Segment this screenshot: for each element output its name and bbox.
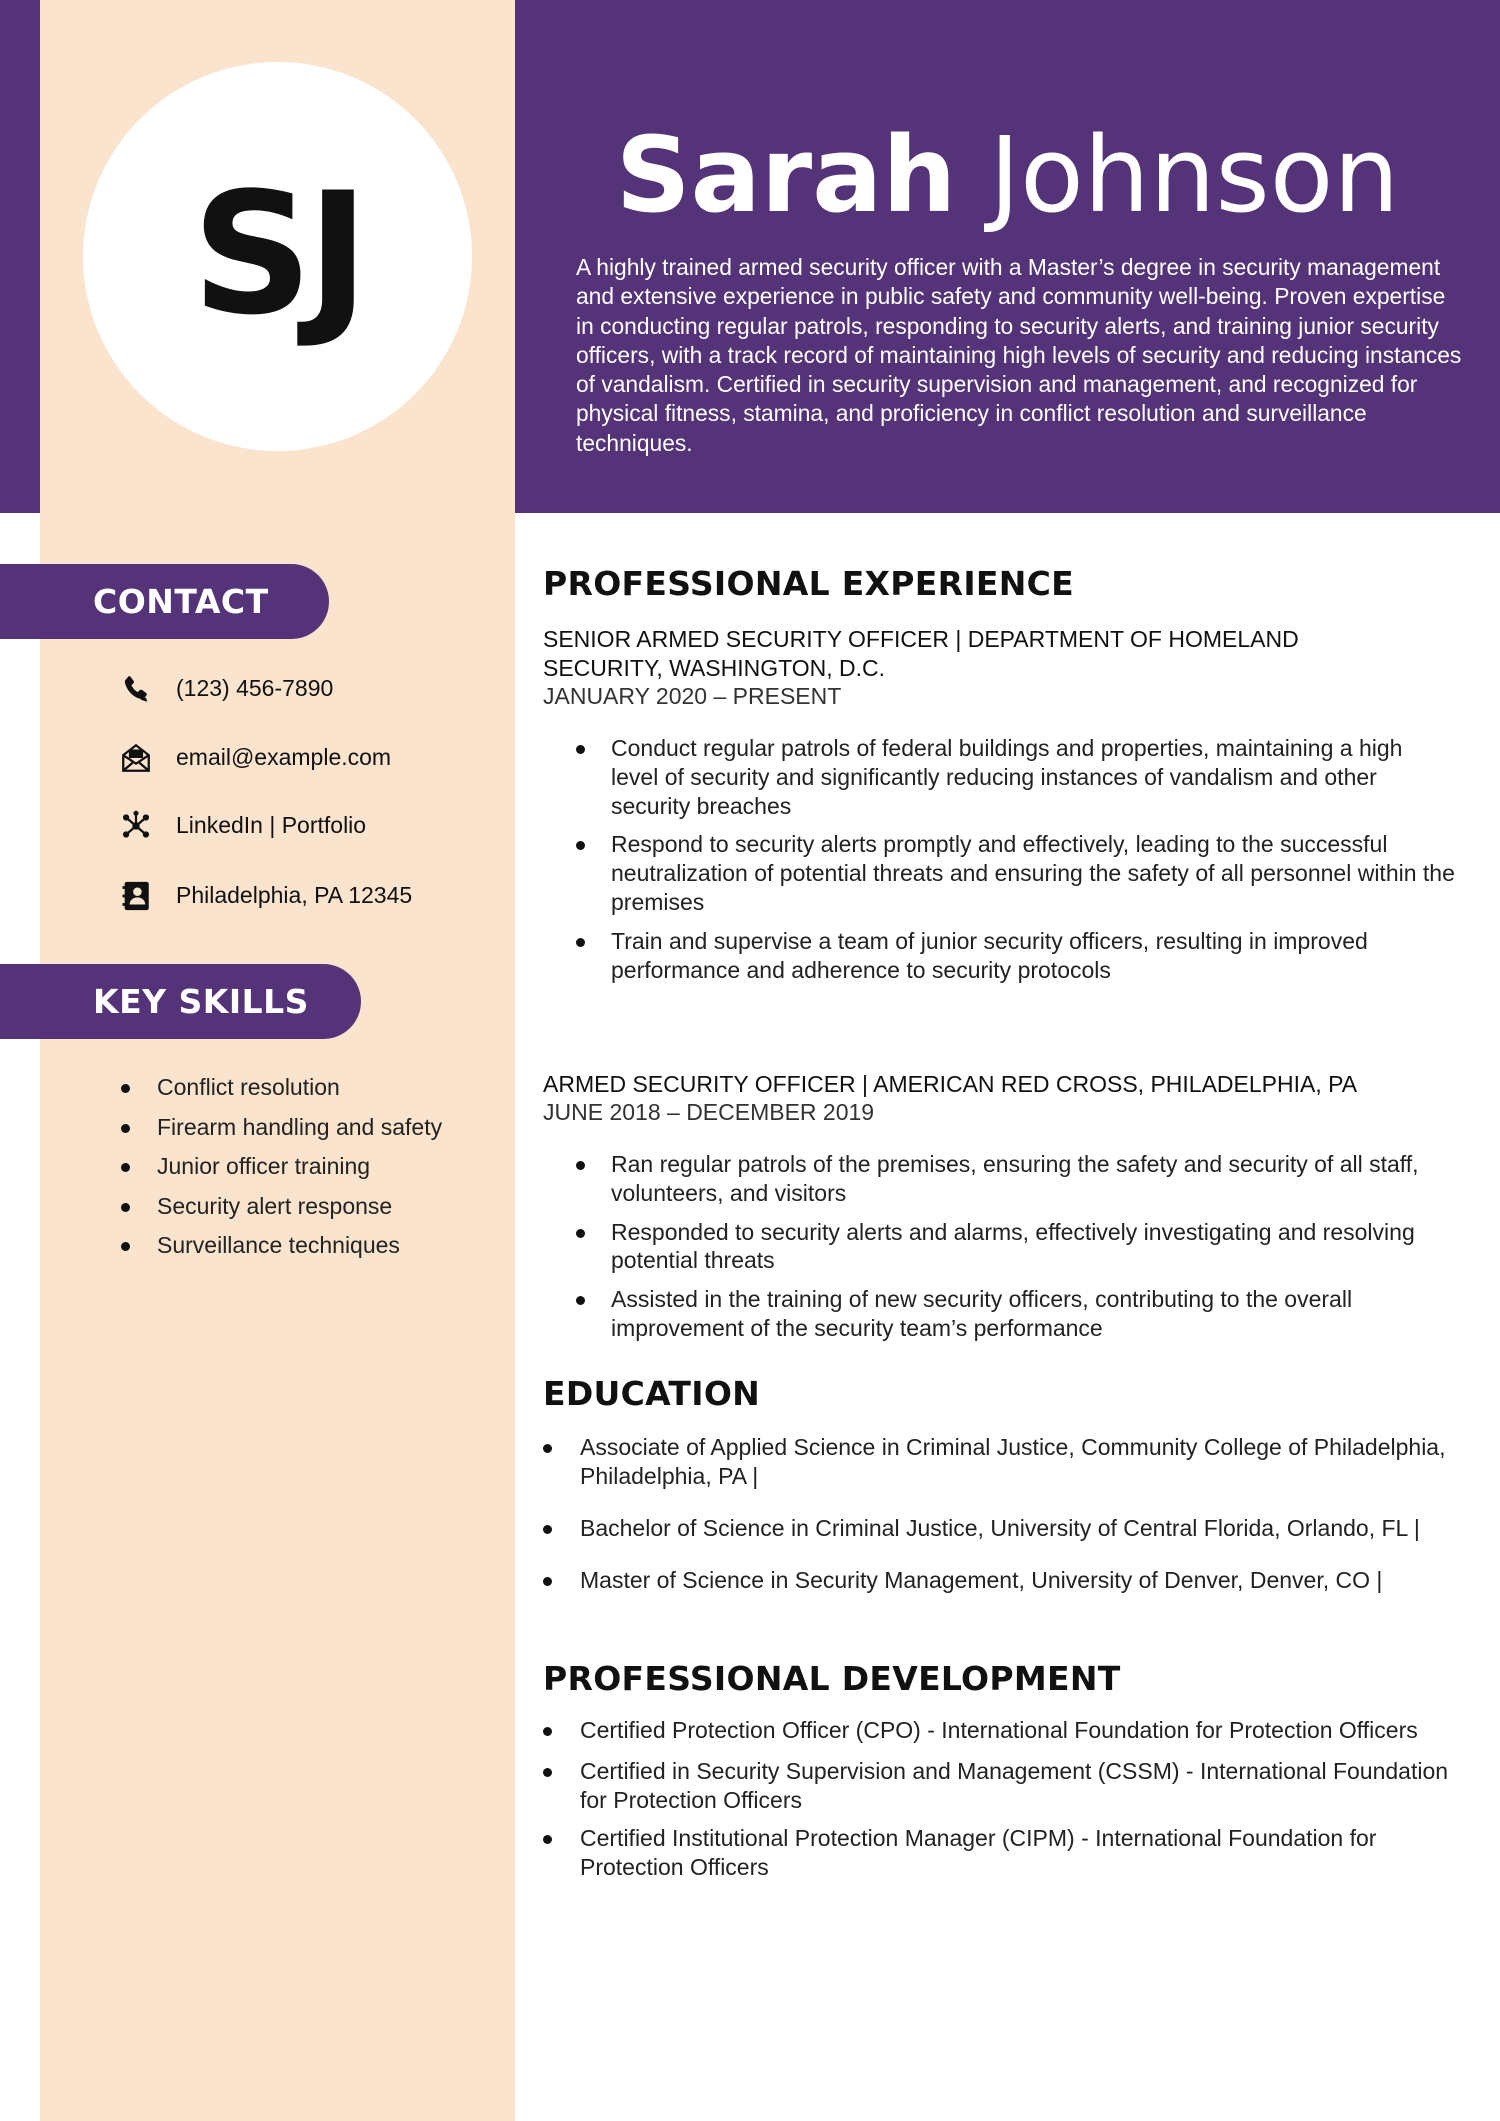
job-title: ARMED SECURITY OFFICER | AMERICAN RED CROSS, PHILADELPHIA, PA xyxy=(543,1071,1358,1097)
network-icon xyxy=(117,807,154,844)
education-item: Bachelor of Science in Criminal Justice, University of Central Florida, Orlando, FL | xyxy=(543,1514,1458,1543)
job-dates: JUNE 2018 – DECEMBER 2019 xyxy=(543,1099,875,1125)
job-bullet: Conduct regular patrols of federal buildings and properties, maintaining a high level of security and significantly reducing instances of vandalism and other security breaches xyxy=(576,734,1456,820)
education-item: Associate of Applied Science in Criminal Justice, Community College of Philadelphia, Philadelphia, PA | xyxy=(543,1433,1458,1491)
address-text: Philadelphia, PA 12345 xyxy=(176,882,413,908)
job-dates: JANUARY 2020 – PRESENT xyxy=(543,683,842,709)
skills-heading: KEY SKILLS xyxy=(0,964,361,1039)
certification-item: Certified Institutional Protection Manager (CIPM) - International Foundation for Protection Officers xyxy=(543,1824,1458,1882)
skill-item: Security alert response xyxy=(118,1187,442,1227)
skill-item: Junior officer training xyxy=(118,1147,442,1187)
first-name: Sarah xyxy=(615,114,957,236)
certification-item: Certified in Security Supervision and Management (CSSM) - International Foundation for Protection Officers xyxy=(543,1757,1458,1815)
email-icon xyxy=(117,739,154,776)
education-heading: EDUCATION xyxy=(543,1374,761,1413)
development-heading: PROFESSIONAL DEVELOPMENT xyxy=(543,1659,1121,1698)
education-item: Master of Science in Security Management, University of Denver, Denver, CO | xyxy=(543,1566,1458,1595)
links-text[interactable]: LinkedIn | Portfolio xyxy=(176,812,367,838)
avatar-circle xyxy=(83,62,472,451)
contact-email xyxy=(117,739,391,776)
phone-text[interactable]: (123) 456-7890 xyxy=(176,675,334,701)
contact-links xyxy=(117,807,366,844)
certification-item: Certified Protection Officer (CPO) - International Foundation for Protection Officers xyxy=(543,1716,1458,1745)
job-bullets xyxy=(576,1150,1456,1343)
contact-address xyxy=(117,877,412,914)
email-text[interactable]: email@example.com xyxy=(176,744,392,770)
job-bullet: Assisted in the training of new security officers, contributing to the overall improvement of the security team’s performance xyxy=(576,1285,1456,1343)
address-book-icon xyxy=(117,877,154,914)
last-name: Johnson xyxy=(989,114,1400,236)
job-bullet: Train and supervise a team of junior security officers, resulting in improved performance and adherence to security protocols xyxy=(576,927,1456,985)
avatar-initials: SJ xyxy=(191,155,364,352)
skill-item: Conflict resolution xyxy=(118,1068,442,1108)
contact-phone xyxy=(117,670,333,707)
development-list xyxy=(543,1716,1458,1882)
job-bullet: Respond to security alerts promptly and effectively, leading to the successful neutralization of potential threats and ensuring the safety of all personnel within the premises xyxy=(576,830,1456,916)
experience-heading: PROFESSIONAL EXPERIENCE xyxy=(543,564,1075,603)
skills-list xyxy=(118,1068,442,1266)
skill-item: Surveillance techniques xyxy=(118,1226,442,1266)
job-bullet: Responded to security alerts and alarms, effectively investigating and resolving potential threats xyxy=(576,1218,1456,1276)
candidate-name xyxy=(515,114,1500,236)
profile-summary: A highly trained armed security officer with a Master’s degree in security management and extensive experience in public safety and community well-being. Proven expertise in conducting regular patrols, responding to security alerts, and training junior security officers, with a track record of maintaining high levels of security and reducing instances of vandalism. Certified in security supervision and management, and recognized for physical fitness, stamina, and proficiency in conflict resolution and surveillance techniques. xyxy=(576,254,1462,456)
contact-heading: CONTACT xyxy=(0,564,329,639)
phone-icon xyxy=(117,670,154,707)
job-title: SENIOR ARMED SECURITY OFFICER | DEPARTMENT OF HOMELAND SECURITY, WASHINGTON, D.C. xyxy=(543,626,1299,681)
skill-item: Firearm handling and safety xyxy=(118,1108,442,1148)
job-bullet: Ran regular patrols of the premises, ensuring the safety and security of all staff, volunteers, and visitors xyxy=(576,1150,1456,1208)
job-bullets xyxy=(576,734,1456,984)
education-list xyxy=(543,1433,1458,1595)
